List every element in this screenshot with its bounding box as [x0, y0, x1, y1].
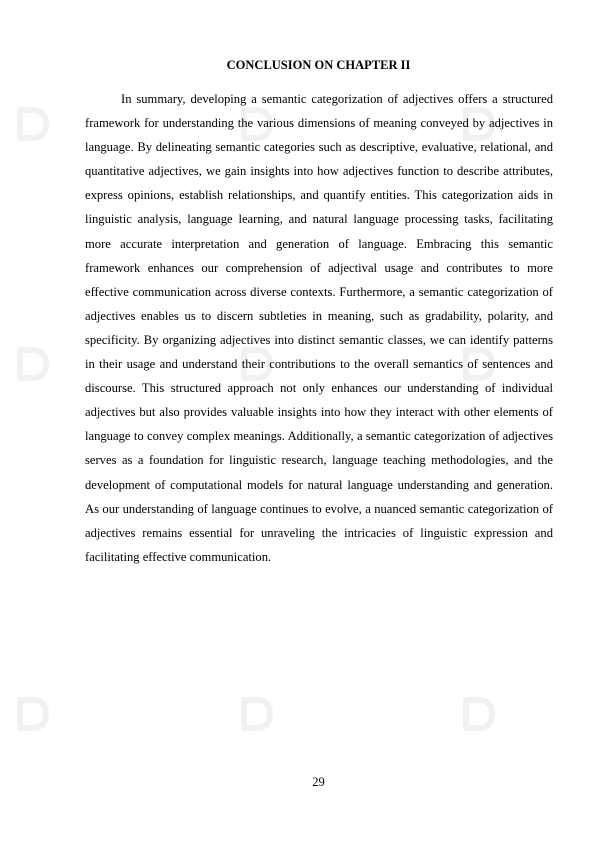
page-number: 29: [312, 775, 325, 789]
page-title: CONCLUSION ON CHAPTER II: [226, 58, 411, 72]
conclusion-paragraph: In summary, developing a semantic categorization of adjectives offers a structured framework for understanding the various dimensions of meaning conveyed by adjectives in language. By delineating semantic categories such as descriptive, evaluative, relational, and quantitative adjectives, we gain insights into how adjectives function to describe attributes, express opinions, establish relationships, and quantify entities. This categorization aids in linguistic analysis, language learning, and natural language processing tasks, facilitating more accurate interpretation and generation of language. Embracing this semantic framework enhances our comprehension of adjectival usage and contributes to more effective communication across diverse contexts. Furthermore, a semantic categorization of adjectives enables us to discern subtleties in meaning, such as gradability, polarity, and specificity. By organizing adjectives into distinct semantic classes, we can identify patterns in their usage and understand their contributions to the overall semantics of sentences and discourse. This structured approach not only enhances our understanding of individual adjectives but also provides valuable insights into how they interact with other elements of language to convey complex meanings. Additionally, a semantic categorization of adjectives serves as a foundation for linguistic research, language teaching methodologies, and the development of computational models for natural language understanding and generation. As our understanding of language continues to evolve, a nuanced semantic categorization of adjectives remains essential for unraveling the intricacies of linguistic expression and facilitating effective communication.: [85, 92, 553, 564]
